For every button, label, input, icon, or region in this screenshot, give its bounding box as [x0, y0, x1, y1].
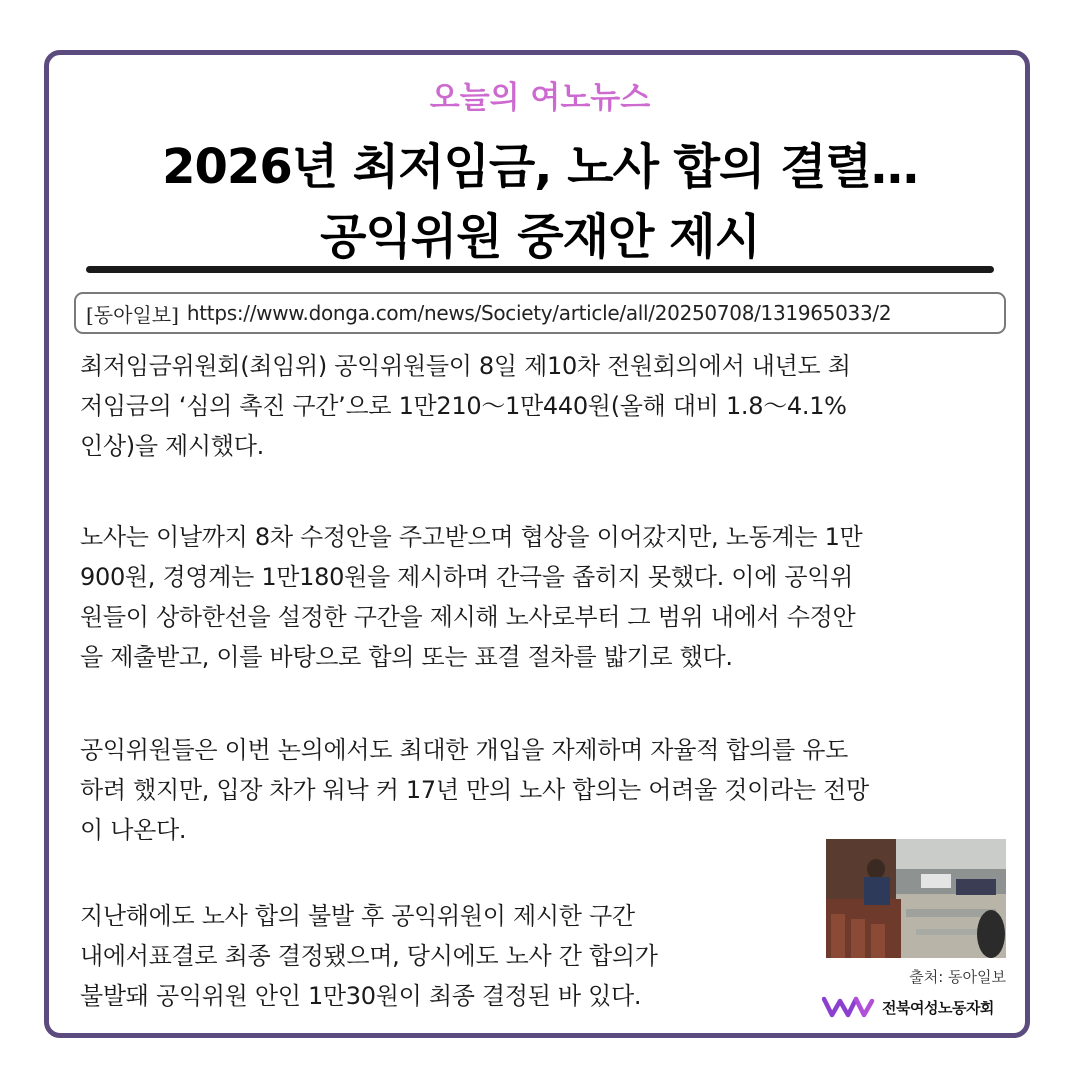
paragraph-line: 이 나온다. — [80, 816, 187, 844]
paragraph-line: 을 제출받고, 이를 바탕으로 합의 또는 표결 절차를 밟기로 했다. — [80, 643, 733, 671]
headline-divider — [86, 266, 994, 273]
paragraph-2 — [80, 517, 862, 677]
paragraph-line: 최저임금위원회(최임위) 공익위원들이 8일 제10차 전원회의에서 내년도 최 — [80, 352, 851, 380]
news-photo — [826, 839, 1006, 958]
logo-mark-icon — [822, 995, 876, 1019]
headline-line-2: 공익위원 중재안 제시 — [320, 209, 760, 265]
headline-line-1: 2026년 최저임금, 노사 합의 결렬… — [162, 139, 918, 195]
source-url[interactable]: https://www.donga.com/news/Society/article/all/20250708/131965033/2 — [186, 301, 892, 325]
paragraph-line: 원들이 상하한선을 설정한 구간을 제시해 노사로부터 그 범위 내에서 수정안 — [80, 603, 856, 631]
organization-logo — [822, 994, 1012, 1020]
series-title: 오늘의 여노뉴스 — [429, 80, 651, 116]
paragraph-line: 노사는 이날까지 8차 수정안을 주고받으며 협상을 이어갔지만, 노동계는 1만 — [80, 523, 863, 551]
paragraph-4 — [80, 896, 658, 1016]
paragraph-line: 지난해에도 노사 합의 불발 후 공익위원이 제시한 구간 — [80, 902, 635, 930]
organization-name: 전북여성노동자회 — [882, 998, 994, 1017]
paragraph-line: 내에서표결로 최종 결정됐으며, 당시에도 노사 간 합의가 — [80, 942, 658, 970]
photo-credit: 출처: 동아일보 — [909, 968, 1006, 986]
source-link[interactable] — [74, 292, 1006, 334]
paragraph-3 — [80, 730, 869, 850]
paragraph-1 — [80, 346, 851, 466]
paragraph-line: 저임금의 ‘심의 촉진 구간’으로 1만210～1만440원(올해 대비 1.8～4.1% — [80, 392, 847, 420]
paragraph-line: 공익위원들은 이번 논의에서도 최대한 개입을 자제하며 자율적 합의를 유도 — [80, 736, 849, 764]
paragraph-line: 900원, 경영계는 1만180원을 제시하며 간극을 좁히지 못했다. 이에 공익위 — [80, 563, 854, 591]
paragraph-line: 하려 했지만, 입장 차가 워낙 커 17년 만의 노사 합의는 어려울 것이라는 전망 — [80, 776, 869, 804]
source-name: [동아일보] — [86, 302, 179, 327]
paragraph-line: 불발돼 공익위원 안인 1만30원이 최종 결정된 바 있다. — [80, 982, 642, 1010]
paragraph-line: 인상)을 제시했다. — [80, 432, 264, 460]
